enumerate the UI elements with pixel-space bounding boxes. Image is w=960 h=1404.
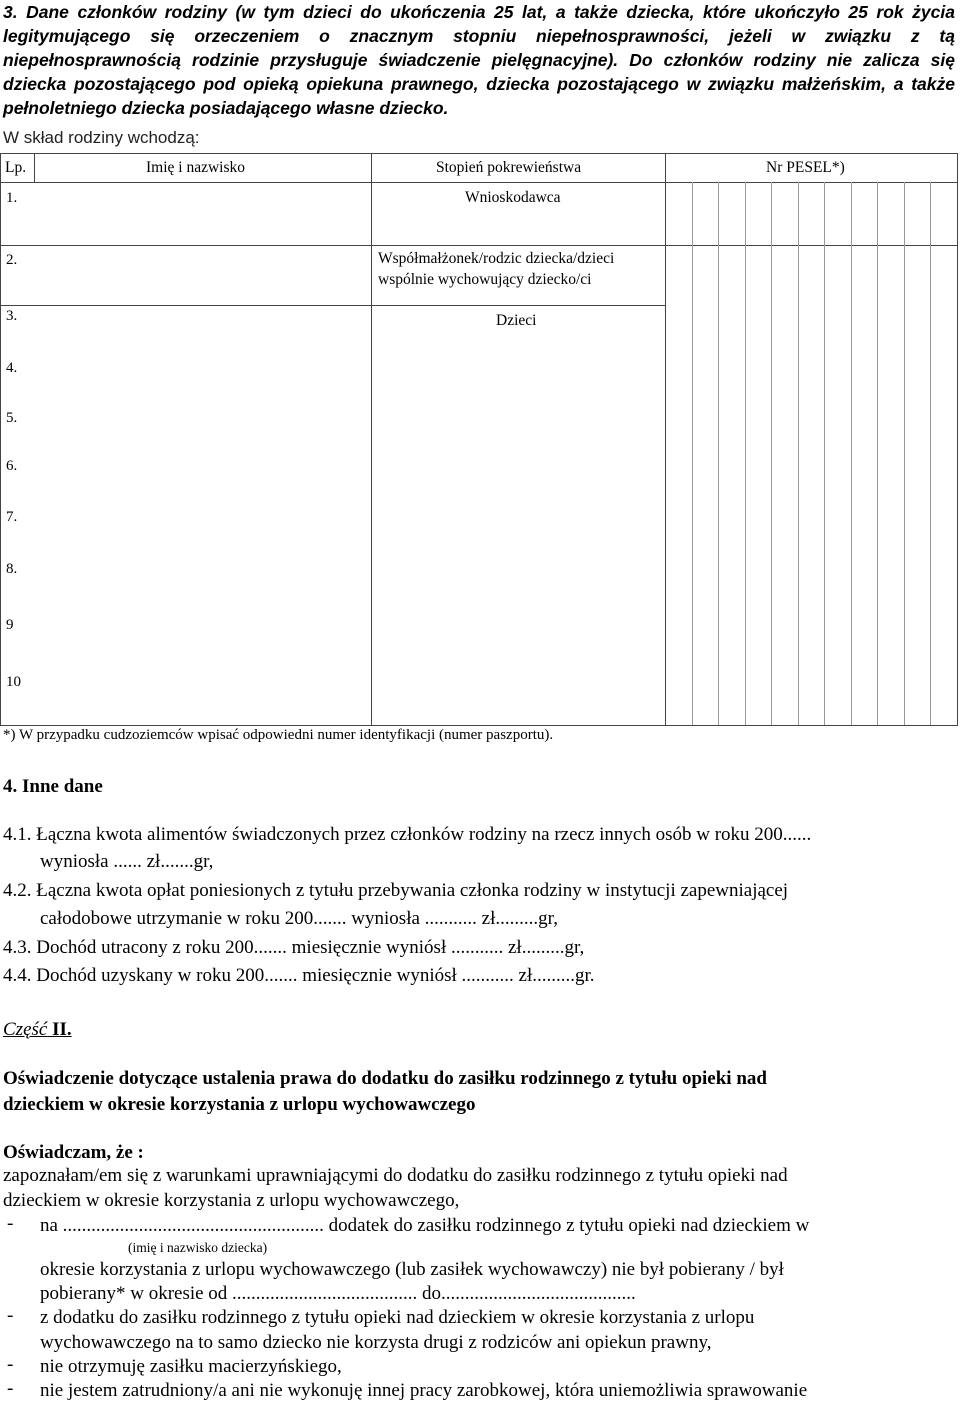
pesel-digit-line	[824, 182, 825, 725]
section4-line: całodobowe utrzymanie w roku 200....... wyniosła ........... zł.........gr,	[40, 908, 558, 929]
declaration-item: nie jestem zatrudniony/a ani nie wykonuję innej pracy zarobkowej, która uniemożliwia sprawowanie	[40, 1380, 808, 1401]
declaration-item: okresie korzystania z urlopu wychowawczego (lub zasiłek wychowawczy) nie był pobierany / był	[40, 1259, 784, 1280]
declaration-item: nie otrzymuję zasiłku macierzyńskiego,	[40, 1356, 342, 1377]
bullet-dash: -	[7, 1305, 14, 1326]
pesel-digit-line	[930, 182, 931, 725]
row-lp: 2.	[6, 252, 18, 268]
pesel-digit-line	[904, 182, 905, 725]
table-line	[371, 153, 372, 725]
row-lp: 1.	[6, 190, 18, 206]
declaration-item: wychowawczego na to samo dziecko nie korzysta drugi z rodziców ani opiekun prawny,	[40, 1332, 712, 1353]
row-lp: 5.	[6, 410, 18, 426]
family-table	[0, 153, 958, 725]
pesel-digit-line	[745, 182, 746, 725]
row-lp: 9	[6, 617, 14, 633]
pesel-digit-line	[771, 182, 772, 725]
intro-bold: Do członków rodziny nie zalicza się dziecka pozostającego pod opieką opiekuna prawnego, dziecka pozostającego w związku małżeńskim, a także pełnoletniego dziecka posiadającego własne dziecko.	[3, 50, 955, 118]
row-lp: 6.	[6, 458, 18, 474]
table-line	[0, 305, 665, 306]
section4-line: 4.1. Łączna kwota alimentów świadczonych przez członków rodziny na rzecz innych osób w roku 200......	[3, 824, 812, 845]
declaration-item: z dodatku do zasiłku rodzinnego z tytułu opieki nad dzieckiem w okresie korzystania z urlopu	[40, 1307, 755, 1328]
row-lp: 3.	[6, 308, 18, 324]
pesel-digit-line	[692, 182, 693, 725]
row-lp: 8.	[6, 561, 18, 577]
part-label: Część	[3, 1019, 48, 1040]
section4-line: 4.3. Dochód utracony z roku 200....... miesięcznie wyniósł ........... zł.........gr,	[3, 937, 585, 958]
relation-children: Dzieci	[496, 312, 537, 329]
row-lp: 7.	[6, 509, 18, 525]
header-lp: Lp.	[5, 159, 27, 176]
bullet-dash: -	[7, 1213, 14, 1234]
part2-title-2: dzieckiem w okresie korzystania z urlopu wychowawczego	[3, 1094, 476, 1115]
pesel-digit-line	[718, 182, 719, 725]
table-line	[0, 182, 958, 183]
part2-title: Oświadczenie dotyczące ustalenia prawa do dodatku do zasiłku rodzinnego z tytułu opieki nad	[3, 1068, 767, 1089]
pesel-digit-line	[851, 182, 852, 725]
footnote: *) W przypadku cudzoziemców wpisać odpowiedni numer identyfikacji (numer paszportu).	[3, 727, 554, 743]
header-relation: Stopień pokrewieństwa	[436, 159, 582, 176]
bullet-dash: -	[7, 1378, 14, 1399]
pesel-digit-line	[798, 182, 799, 725]
section4-title: 4. Inne dane	[3, 776, 103, 797]
relation-spouse: Współmałżonek/rodzic dziecka/dzieci	[378, 250, 615, 267]
family-composition-label: W skład rodziny wchodzą:	[3, 128, 200, 147]
relation-applicant: Wnioskodawca	[465, 189, 561, 206]
table-line	[665, 153, 666, 725]
section4-line: 4.2. Łączna kwota opłat poniesionych z tytułu przebywania członka rodziny w instytucji zapewniającej	[3, 880, 789, 901]
declaration-heading: Oświadczam, że :	[3, 1142, 144, 1163]
table-line	[0, 245, 958, 246]
relation-spouse-2: wspólnie wychowujący dziecko/ci	[378, 271, 592, 288]
section4-line: 4.4. Dochód uzyskany w roku 200....... miesięcznie wyniósł ........... zł.........gr.	[3, 965, 595, 986]
row-lp: 10	[6, 674, 21, 690]
section4-line: wyniosła ...... zł.......gr,	[40, 851, 214, 872]
row-lp: 4.	[6, 360, 18, 376]
child-name-hint: (imię i nazwisko dziecka)	[128, 1240, 268, 1255]
pesel-digit-line	[877, 182, 878, 725]
part-number: II.	[52, 1019, 72, 1040]
declaration-text: zapoznałam/em się z warunkami uprawniającymi do dodatku do zasiłku rodzinnego z tytułu opieki nad	[3, 1165, 788, 1186]
table-line	[0, 725, 958, 726]
bullet-dash: -	[7, 1354, 14, 1375]
table-line	[957, 153, 958, 725]
declaration-text: dzieckiem w okresie korzystania z urlopu wychowawczego,	[3, 1190, 460, 1211]
section3-intro	[3, 0, 955, 120]
header-name: Imię i nazwisko	[146, 159, 246, 176]
table-line	[0, 153, 958, 154]
intro-italic: 3. Dane członków rodziny (w tym dzieci do ukończenia 25 lat, a także dziecka, które ukończyło 25 rok życia legitymującego się orzeczeniem o znacznym stopniu niepełnosprawności, jeżeli w związku z tą niepełnosprawnością rodzinie przysługuje świadczenie pielęgnacyjne).	[3, 2, 955, 70]
table-line	[34, 153, 35, 182]
declaration-item: pobierany* w okresie od ....................................... do.........................................	[40, 1283, 636, 1304]
part-heading	[3, 1019, 72, 1041]
table-line	[0, 153, 1, 725]
declaration-item: na ....................................................... dodatek do zasiłku rodzinnego z tytułu opieki nad dzieckiem w	[40, 1215, 810, 1236]
header-pesel: Nr PESEL*)	[766, 159, 845, 176]
